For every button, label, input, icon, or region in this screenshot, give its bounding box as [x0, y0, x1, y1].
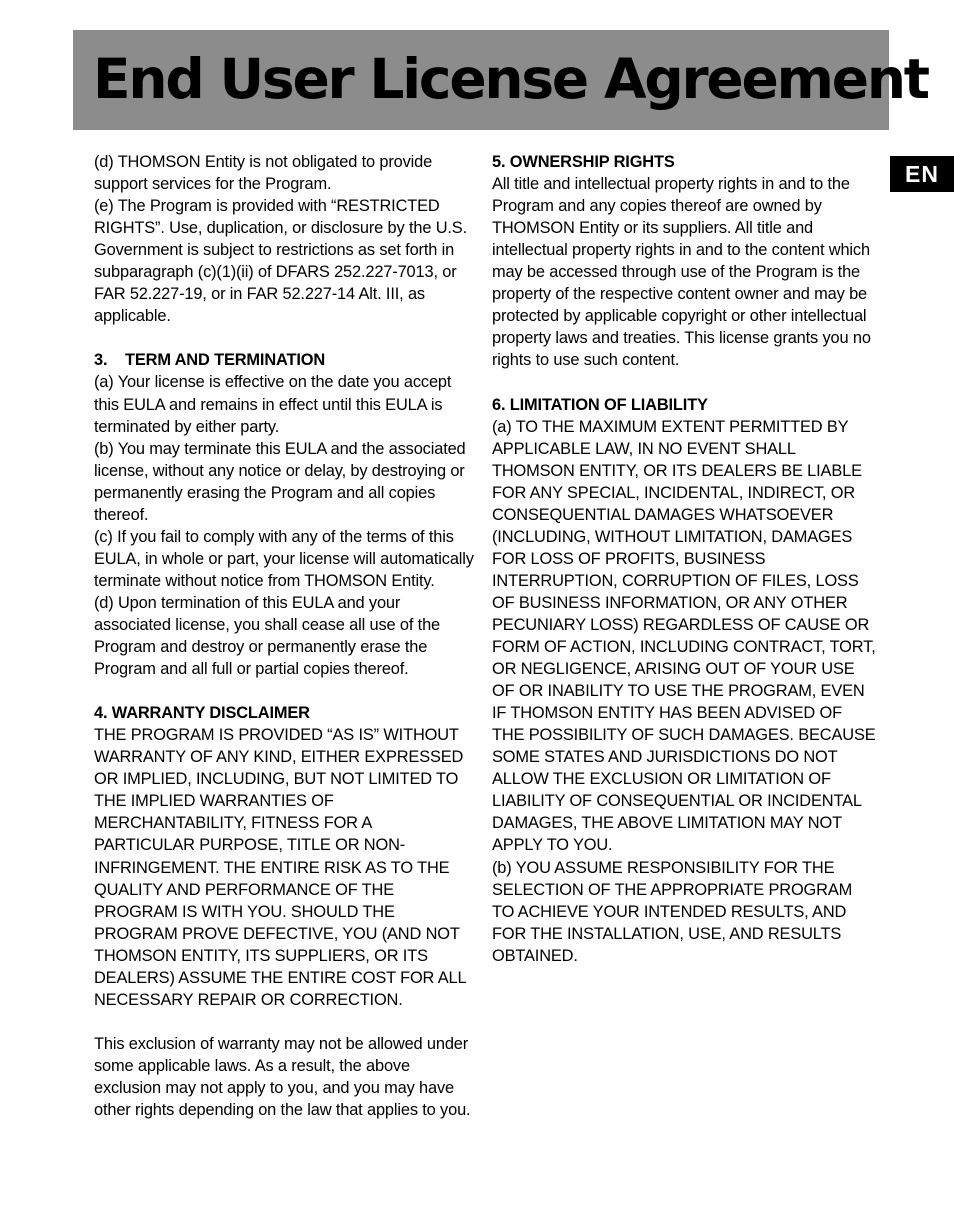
- right-column: [492, 151, 877, 989]
- title-banner: [73, 30, 928, 130]
- paragraph-3b: (b) You may terminate this EULA and the associated license, without any notice or delay, by destroying or permanently erasing the Program and all copies thereof.: [94, 439, 466, 524]
- paragraph-2d-support: (d) THOMSON Entity is not obligated to provide support services for the Program.: [94, 153, 433, 194]
- left-column: [94, 151, 474, 1143]
- section-3-heading: 3. TERM AND TERMINATION: [94, 351, 326, 370]
- paragraph-3c: (c) If you fail to comply with any of the terms of this EULA, in whole or part, your license will automatically terminate without notice from THOMSON Entity.: [94, 527, 474, 590]
- section-warranty-disclaimer: [94, 702, 474, 1121]
- paragraph-3d: (d) Upon termination of this EULA and your associated license, you shall cease all use of the Program and destroy or permanently erase the Program and all full or partial copies thereof.: [94, 593, 441, 679]
- paragraph-3a: (a) Your license is effective on the date you accept this EULA and remains in effect until this EULA is terminated by either party.: [94, 373, 452, 436]
- section-restricted-rights: [94, 151, 474, 327]
- paragraph-4-body: THE PROGRAM IS PROVIDED “AS IS” WITHOUT WARRANTY OF ANY KIND, EITHER EXPRESSED OR IMPLIED, INCLUDING, BUT NOT LIMITED TO THE IMPLIED WARRANTIES OF MERCHANTABILITY, FITNESS FOR A PARTICULAR PURPOSE, TITLE OR NON-INFRINGEMENT. THE ENTIRE RISK AS TO THE QUALITY AND PERFORMANCE OF THE PROGRAM IS WITH YOU. SHOULD THE PROGRAM PROVE DEFECTIVE, YOU (AND NOT THOMSON ENTITY, ITS SUPPLIERS, OR ITS DEALERS) ASSUME THE ENTIRE COST FOR ALL NECESSARY REPAIR OR CORRECTION.: [94, 726, 466, 1009]
- section-ownership-rights: [492, 151, 877, 371]
- section-5-heading: 5. OWNERSHIP RIGHTS: [492, 153, 675, 171]
- paragraph-5-body: All title and intellectual property rights in and to the Program and any copies thereof are owned by THOMSON Entity or its suppliers. All title and intellectual property rights in and to the content which may be accessed through use of the Program is the property of the respective content owner and may be protected by applicable copyright or other intellectual property laws and treaties. This license grants you no rights to use such content.: [492, 175, 871, 370]
- section-term-and-termination: [94, 349, 474, 680]
- language-tab-en: EN: [890, 156, 954, 192]
- section-6-heading: 6. LIMITATION OF LIABILITY: [492, 395, 708, 414]
- paragraph-6a: (a) TO THE MAXIMUM EXTENT PERMITTED BY APPLICABLE LAW, IN NO EVENT SHALL THOMSON ENTITY, OR ITS DEALERS BE LIABLE FOR ANY SPECIAL, INCIDENTAL, INDIRECT, OR CONSEQUENTIAL DAMAGES WHATSOEVER (INCLUDING, WITHOUT LIMITATION, DAMAGES FOR LOSS OF PROFITS, BUSINESS INTERRUPTION, CORRUPTION OF FILES, LOSS OF BUSINESS INFORMATION, OR ANY OTHER PECUNIARY LOSS) REGARDLESS OF CAUSE OR FORM OF ACTION, INCLUDING CONTRACT, TORT, OR NEGLIGENCE, ARISING OUT OF YOUR USE OF OR INABILITY TO USE THE PROGRAM, EVEN IF THOMSON ENTITY HAS BEEN ADVISED OF THE POSSIBILITY OF SUCH DAMAGES. BECAUSE SOME STATES AND JURISDICTIONS DO NOT ALLOW THE EXCLUSION OR LIMITATION OF LIABILITY OF CONSEQUENTIAL OR INCIDENTAL DAMAGES, THE ABOVE LIMITATION MAY NOT APPLY TO YOU.: [492, 417, 876, 855]
- paragraph-4-note: This exclusion of warranty may not be allowed under some applicable laws. As a result, the above exclusion may not apply to you, and you may have other rights depending on the law that applies to you.: [94, 1034, 471, 1120]
- page-title: End User License Agreement: [93, 47, 928, 111]
- paragraph-2e-restricted-rights: (e) The Program is provided with “RESTRICTED RIGHTS”. Use, duplication, or disclosure by the U.S. Government is subject to restrictions as set forth in subparagraph (c)(1)(ii) of DFARS 252.227-7013, or FAR 52.227-19, or in FAR 52.227-14 Alt. III, as applicable.: [94, 197, 467, 326]
- section-4-heading: 4. WARRANTY DISCLAIMER: [94, 704, 310, 723]
- paragraph-6b: (b) YOU ASSUME RESPONSIBILITY FOR THE SELECTION OF THE APPROPRIATE PROGRAM TO ACHIEVE YOUR INTENDED RESULTS, AND FOR THE INSTALLATION, USE, AND RESULTS OBTAINED.: [492, 858, 853, 965]
- paragraph-gap: [94, 1011, 474, 1033]
- section-limitation-of-liability: [492, 394, 877, 967]
